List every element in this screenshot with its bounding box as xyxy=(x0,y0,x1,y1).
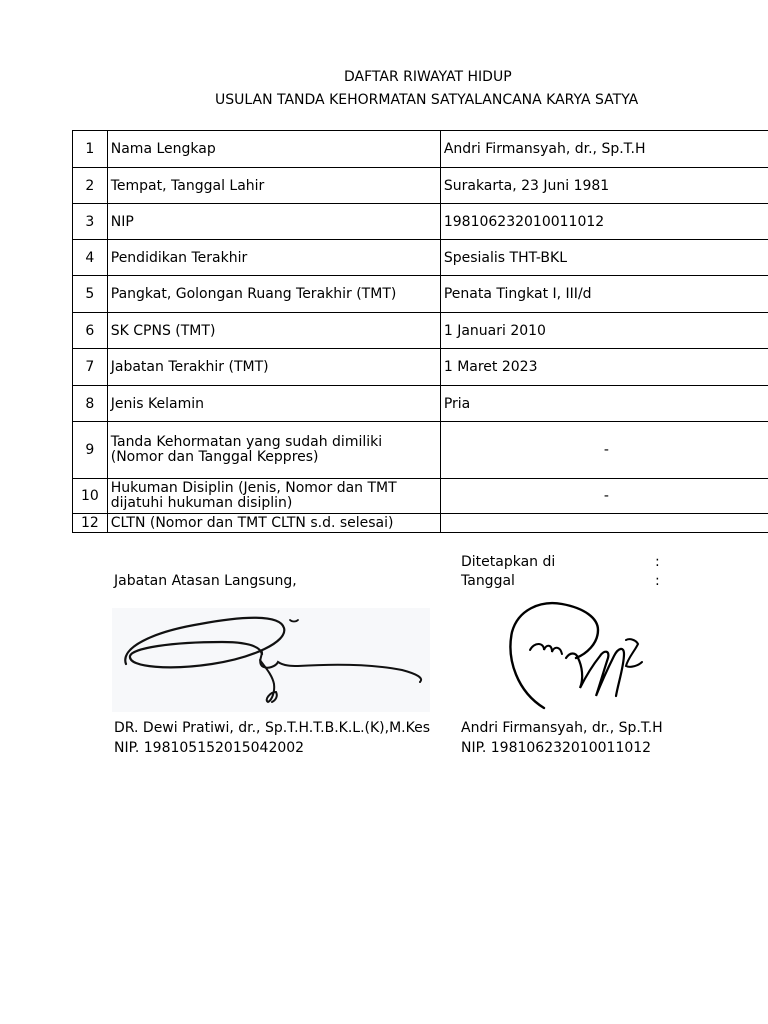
row-number: 2 xyxy=(73,168,108,204)
row-value: Surakarta, 23 Juni 1981 xyxy=(440,168,768,204)
table-row xyxy=(73,168,768,204)
row-label: Jabatan Terakhir (TMT) xyxy=(107,349,440,386)
document-subtitle: USULAN TANDA KEHORMATAN SATYALANCANA KARYA SATYA xyxy=(215,92,639,108)
table-row xyxy=(73,313,768,349)
ditetapkan-label: Ditetapkan di xyxy=(461,554,556,570)
row-number: 10 xyxy=(73,479,108,514)
row-number: 4 xyxy=(73,240,108,276)
supervisor-role: Jabatan Atasan Langsung, xyxy=(114,573,297,589)
supervisor-name: DR. Dewi Pratiwi, dr., Sp.T.H.T.B.K.L.(K),M.Kes xyxy=(114,720,430,736)
tanggal-label: Tanggal xyxy=(461,573,515,589)
row-number: 8 xyxy=(73,386,108,422)
row-number: 12 xyxy=(73,514,108,533)
ditetapkan-colon: : xyxy=(655,554,660,570)
table-row xyxy=(73,204,768,240)
row-value: - xyxy=(440,422,768,479)
row-label: Pendidikan Terakhir xyxy=(107,240,440,276)
row-label: Tanda Kehormatan yang sudah dimiliki (Nomor dan Tanggal Keppres) xyxy=(107,422,440,479)
applicant-signature xyxy=(500,596,650,720)
applicant-name: Andri Firmansyah, dr., Sp.T.H xyxy=(461,720,663,736)
row-value: - xyxy=(440,479,768,514)
row-value: 1 Maret 2023 xyxy=(440,349,768,386)
row-label: CLTN (Nomor dan TMT CLTN s.d. selesai) xyxy=(107,514,440,533)
row-label: Hukuman Disiplin (Jenis, Nomor dan TMT dijatuhi hukuman disiplin) xyxy=(107,479,440,514)
document-title: DAFTAR RIWAYAT HIDUP xyxy=(344,69,512,85)
applicant-nip: NIP. 198106232010011012 xyxy=(461,740,652,756)
supervisor-signature xyxy=(112,608,430,712)
table-row xyxy=(73,276,768,313)
row-label: NIP xyxy=(107,204,440,240)
row-label: Nama Lengkap xyxy=(107,131,440,168)
row-number: 7 xyxy=(73,349,108,386)
row-value: 198106232010011012 xyxy=(440,204,768,240)
row-value: Penata Tingkat I, III/d xyxy=(440,276,768,313)
row-number: 1 xyxy=(73,131,108,168)
row-number: 5 xyxy=(73,276,108,313)
row-label: Jenis Kelamin xyxy=(107,386,440,422)
table-row xyxy=(73,349,768,386)
row-value: Pria xyxy=(440,386,768,422)
tanggal-colon: : xyxy=(655,573,660,589)
row-label: Tempat, Tanggal Lahir xyxy=(107,168,440,204)
table-row xyxy=(73,131,768,168)
row-label: Pangkat, Golongan Ruang Terakhir (TMT) xyxy=(107,276,440,313)
row-value: 1 Januari 2010 xyxy=(440,313,768,349)
table-row xyxy=(73,386,768,422)
row-number: 6 xyxy=(73,313,108,349)
row-value: Andri Firmansyah, dr., Sp.T.H xyxy=(440,131,768,168)
row-number: 9 xyxy=(73,422,108,479)
row-label: SK CPNS (TMT) xyxy=(107,313,440,349)
table-row xyxy=(73,514,768,533)
table-row xyxy=(73,422,768,479)
table-row xyxy=(73,240,768,276)
cv-table xyxy=(72,130,768,533)
row-value xyxy=(440,514,768,533)
row-value: Spesialis THT-BKL xyxy=(440,240,768,276)
table-row xyxy=(73,479,768,514)
row-number: 3 xyxy=(73,204,108,240)
supervisor-nip: NIP. 198105152015042002 xyxy=(114,740,305,756)
